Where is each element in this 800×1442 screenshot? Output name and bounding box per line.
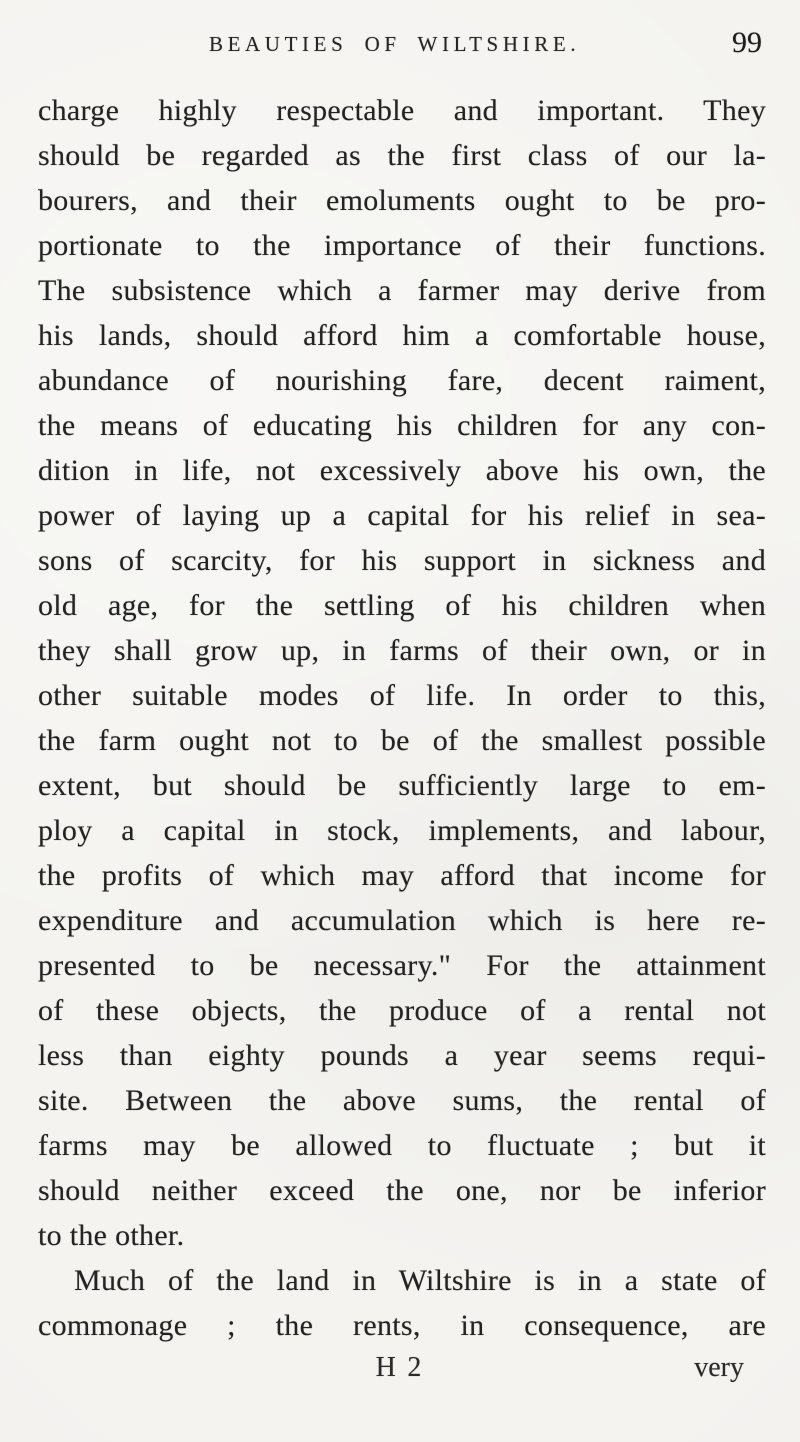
text-line: the profits of which may afford that income for [38, 859, 766, 892]
text-line: should be regarded as the first class of our la- [38, 139, 766, 172]
signature-mark: H 2 [375, 1352, 424, 1383]
text-line: less than eighty pounds a year seems requi- [38, 1039, 766, 1072]
text-line: bourers, and their emoluments ought to be pro- [38, 184, 766, 217]
text-line: sons of scarcity, for his support in sickness and [38, 544, 766, 577]
text-line: The subsistence which a farmer may derive from [38, 274, 766, 307]
text-line: should neither exceed the one, nor be inferior [38, 1174, 766, 1207]
text-line: expenditure and accumulation which is here re- [38, 904, 766, 937]
page-number: 99 [732, 26, 762, 59]
text-line: commonage ; the rents, in consequence, are [38, 1309, 766, 1342]
text-line: abundance of nourishing fare, decent raiment, [38, 364, 766, 397]
text-line: portionate to the importance of their functions. [38, 229, 766, 262]
catchword: very [694, 1352, 744, 1383]
header-title: BEAUTIES OF WILTSHIRE. [208, 32, 581, 56]
text-line: of these objects, the produce of a rental not [38, 994, 766, 1027]
text-line: dition in life, not excessively above his own, the [38, 454, 766, 487]
text-line: his lands, should afford him a comfortable house, [38, 319, 766, 352]
text-line: extent, but should be sufficiently large to em- [38, 769, 766, 802]
text-line: to the other. [38, 1219, 185, 1252]
text-line: ploy a capital in stock, implements, and labour, [38, 814, 766, 847]
text-line: other suitable modes of life. In order to this, [38, 679, 766, 712]
text-line: site. Between the above sums, the rental of [38, 1084, 766, 1117]
page-footer [38, 1352, 766, 1397]
text-line: old age, for the settling of his children when [38, 589, 766, 622]
text-line: the means of educating his children for any con- [38, 409, 766, 442]
text-line: presented to be necessary." For the attainment [38, 949, 766, 982]
text-line: they shall grow up, in farms of their own, or in [38, 634, 766, 667]
text-line: farms may be allowed to fluctuate ; but it [38, 1129, 766, 1162]
body-text [38, 88, 766, 1348]
text-line: power of laying up a capital for his relief in sea- [38, 499, 766, 532]
running-header [38, 26, 766, 64]
text-line: the farm ought not to be of the smallest possible [38, 724, 766, 757]
text-line: Much of the land in Wiltshire is in a state of [74, 1264, 766, 1297]
text-line: charge highly respectable and important. They [38, 94, 766, 127]
